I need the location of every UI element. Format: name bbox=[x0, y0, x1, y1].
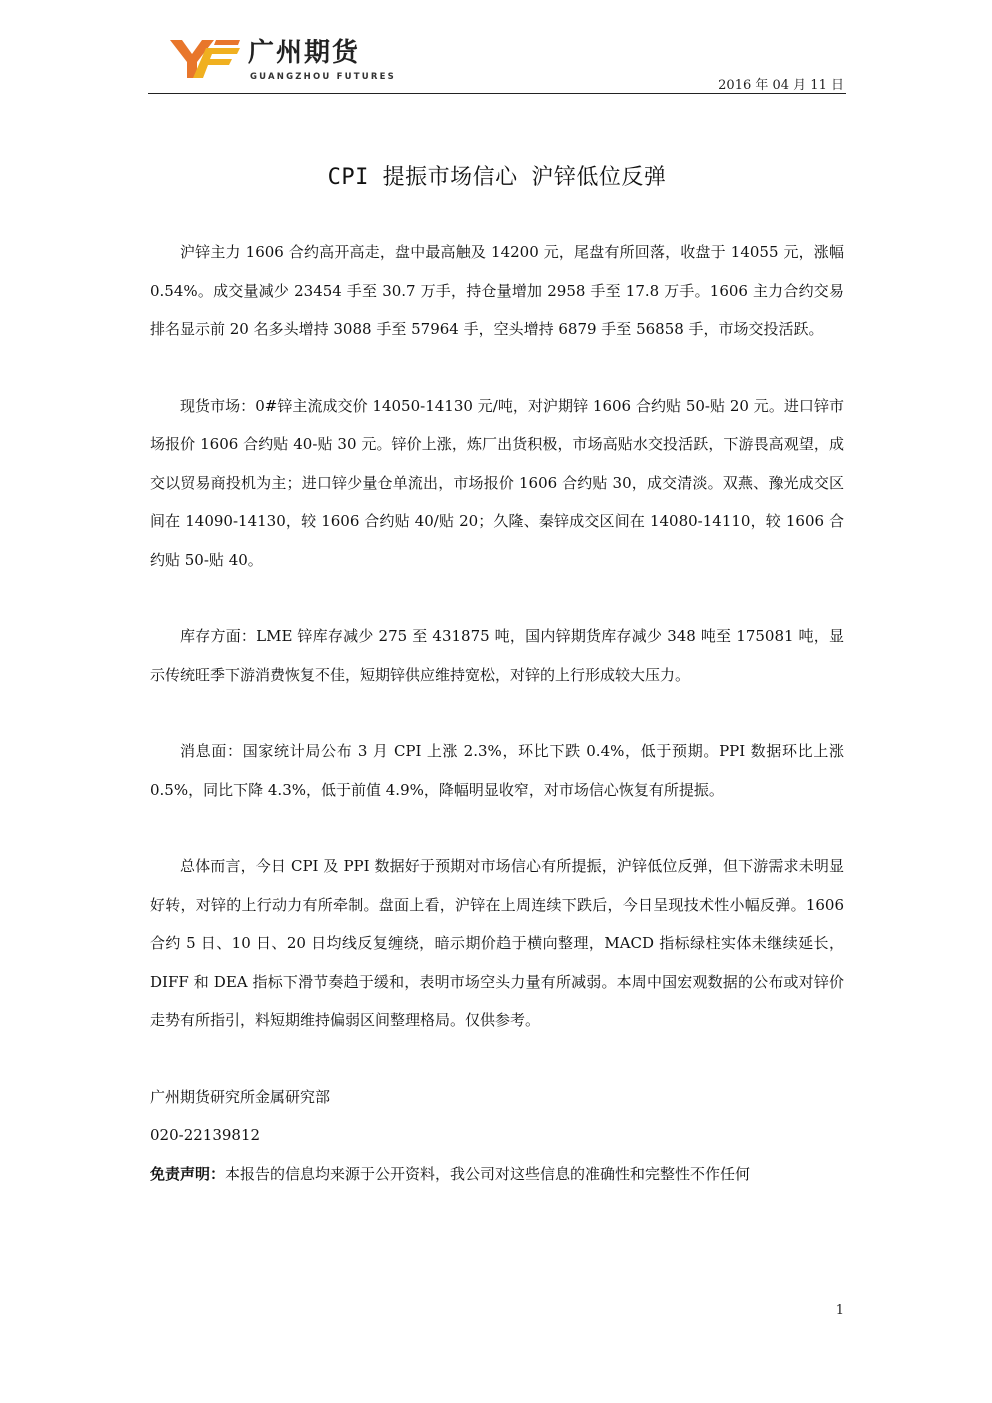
paragraph-spacer bbox=[150, 1040, 844, 1078]
paragraph-spacer bbox=[150, 579, 844, 617]
paragraph-market-summary: 沪锌主力 1606 合约高开高走，盘中最高触及 14200 元，尾盘有所回落，收盘于 14055 元，涨幅 0.54%。成交量减少 23454 手至 30.7 万手，持仓量增加 2958 手至 17.8 万手。1606 主力合约交易排名显示前 20 名多头增持 3088 手至 57964 手，空头增持 6879 手至 56858 手，市场交投活跃。 bbox=[150, 243, 844, 338]
paragraph-spot-market: 现货市场：0#锌主流成交价 14050-14130 元/吨，对沪期锌 1606 合约贴 50-贴 20 元。进口锌市场报价 1606 合约贴 40-贴 30 元。锌价上涨，炼厂出货积极，市场高贴水交投活跃，下游畏高观望，成交以贸易商投机为主；进口锌少量仓单流出，市场报价 1606 合约贴 30，成交清淡。双燕、豫光成交区间在 14090-14130，较 1606 合约贴 40/贴 20；久隆、秦锌成交区间在 14080-14110，较 1606 合约贴 50-贴 40。 bbox=[150, 396, 844, 569]
paragraph-inventory: 库存方面：LME 锌库存减少 275 至 431875 吨，国内锌期货库存减少 348 吨至 175081 吨，显示传统旺季下游消费恢复不佳，短期锌供应维持宽松，对锌的上行形成较大压力。 bbox=[150, 627, 844, 684]
logo-chinese-name: 广州期货 bbox=[248, 38, 361, 68]
signature-department: 广州期货研究所金属研究部 bbox=[150, 1087, 331, 1106]
paragraph-spacer bbox=[150, 809, 844, 847]
report-body bbox=[150, 233, 844, 1193]
disclaimer bbox=[150, 1155, 844, 1194]
paragraph-spacer bbox=[150, 349, 844, 387]
company-logo bbox=[170, 36, 400, 84]
logo-english-name: GUANGZHOU FUTURES bbox=[250, 72, 396, 82]
paragraph-news: 消息面：国家统计局公布 3 月 CPI 上涨 2.3%，环比下跌 0.4%，低于预期。PPI 数据环比上涨 0.5%，同比下降 4.3%，低于前值 4.9%，降幅明显收窄，对市场信心恢复有所提振。 bbox=[150, 742, 844, 799]
report-date: 2016 年 04 月 11 日 bbox=[718, 78, 844, 93]
header-divider bbox=[148, 93, 846, 94]
company-logo-mark-icon bbox=[170, 40, 240, 78]
page-header bbox=[148, 28, 846, 94]
page-number: 1 bbox=[835, 1303, 844, 1318]
signature-phone: 020-22139812 bbox=[150, 1126, 261, 1144]
report-title: CPI 提振市场信心 沪锌低位反弹 bbox=[327, 165, 667, 190]
paragraph-spacer bbox=[150, 694, 844, 732]
paragraph-conclusion: 总体而言，今日 CPI 及 PPI 数据好于预期对市场信心有所提振，沪锌低位反弹，但下游需求未明显好转，对锌的上行动力有所牵制。盘面上看，沪锌在上周连续下跌后，今日呈现技术性小幅反弹。1606 合约 5 日、10 日、20 日均线反复缠绕，暗示期价趋于横向整理，MACD 指标绿柱实体未继续延长，DIFF 和 DEA 指标下滑节奏趋于缓和，表明市场空头力量有所减弱。本周中国宏观数据的公布或对锌价走势有所指引，料短期维持偏弱区间整理格局。仅供参考。 bbox=[150, 857, 844, 1029]
disclaimer-label: 免责声明： bbox=[150, 1164, 226, 1183]
disclaimer-text: 本报告的信息均来源于公开资料，我公司对这些信息的准确性和完整性不作任何 bbox=[225, 1164, 751, 1183]
